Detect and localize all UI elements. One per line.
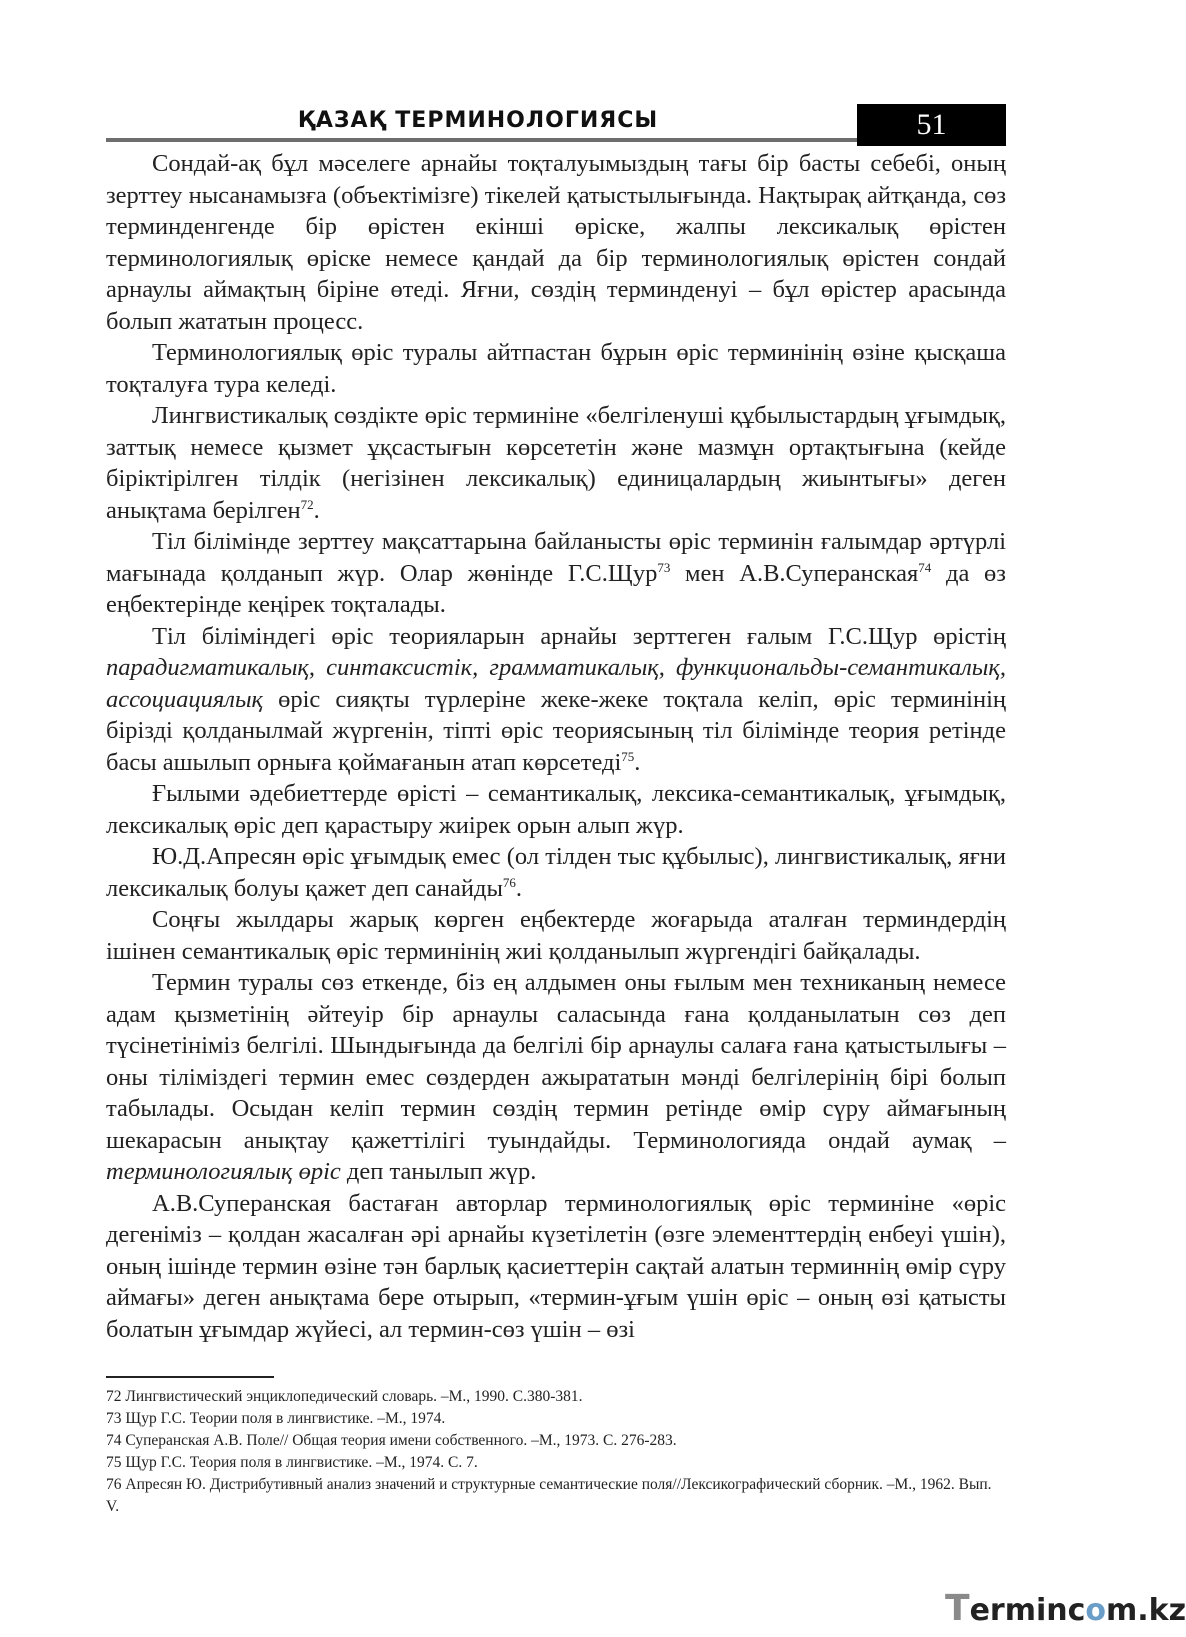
paragraph-7 bbox=[106, 841, 1006, 904]
paragraph-9-text-b: деп танылып жүр. bbox=[340, 1158, 537, 1185]
paragraph-5-italic: парадигматикалық, синтаксистік, грамматикалық, функциональды-семантикалық, ассоциациялық bbox=[106, 654, 1006, 713]
header-rule bbox=[106, 138, 857, 142]
footnote-72: 72 Лингвистический энциклопедический словарь. –М., 1990. С.380-381. bbox=[106, 1388, 583, 1405]
footnote-separator bbox=[106, 1376, 274, 1378]
footnote-75: 75 Щур Г.С. Теория поля в лингвистике. –М., 1974. С. 7. bbox=[106, 1454, 478, 1471]
paragraph-2: Терминологиялық өріс туралы айтпастан бұрын өріс терминінің өзіне қысқаша тоқталуға тура келеді. bbox=[106, 339, 1006, 398]
footnote-73: 73 Щур Г.С. Теории поля в лингвистике. –М., 1974. bbox=[106, 1410, 446, 1427]
main-text bbox=[106, 148, 1006, 1345]
paragraph-10: А.В.Суперанская бастаған авторлар терминологиялық өріс терминіне «өріс дегеніміз – қолдан жасалған әрі арнайы күзетілетін (өзге элементтердің енбеуі үшін), оның ішінде термин өзіне тән барлық қасиеттерін сақтай алатын терминнің өмір сүру аймағы» деген анықтама бере отырып, «термин-ұғым үшін өріс – оның өзі қатысты болатын ұғымдар жүйесі, ал термин-сөз үшін – өзі bbox=[106, 1189, 1006, 1343]
paragraph-1: Сондай-ақ бұл мәселеге арнайы тоқталуымыздың тағы бір басты себебі, оның зерттеу нысанамызға (объектімізге) тікелей қатыстылығында. Нақтырақ айтқанда, сөз терминденгенде бір өрістен екінші өріске, жалпы лексикалық өрістен терминологиялық өріске немесе қандай да бір терминологиялық өрістен сондай арнаулы аймақтың біріне өтеді. Яғни, сөздің терминденуі – бұл өрістер арасында болып жататын процесс. bbox=[106, 150, 1006, 335]
paragraph-5-end: . bbox=[634, 748, 641, 776]
footnote-ref-73[interactable]: 73 bbox=[657, 559, 671, 575]
paragraph-5-text-b: өріс сияқты түрлеріне жеке-жеке тоқтала келіп, өріс терминінің бірізді қолданылмай жүргенін, тіпті өріс теориясының тіл білімінде теория ретінде басы ашылып орнығa қоймағанын атап көрсетеді bbox=[106, 685, 1006, 776]
footnote-76: 76 Апресян Ю. Дистрибутивный анализ значений и структурные семантические поля//Лексикографический сборник. –М., 1962. Вып. V. bbox=[106, 1476, 992, 1515]
paragraph-6: Ғылыми әдебиеттерде өрісті – семантикалық, лексика-семантикалық, ұғымдық, лексикалық өріс деп қарастыру жиірек орын алып жүр. bbox=[106, 780, 1006, 839]
footnote-ref-72[interactable]: 72 bbox=[300, 496, 314, 512]
paragraph-7-end: . bbox=[515, 874, 523, 902]
paragraph-4-text-a: Тіл білімінде зерттеу мақсаттарына байланысты өріс терминін ғалымдар әртүрлі мағынада қолданып жүр. Олар жөнінде Г.С.Щур bbox=[106, 528, 1006, 587]
paragraph-3 bbox=[106, 400, 1006, 526]
page-number: 51 bbox=[857, 104, 1006, 146]
footnotes bbox=[106, 1386, 1006, 1518]
paragraph-9-italic: терминологиялық өріс bbox=[106, 1158, 341, 1185]
paragraph-4-text-b: мен А.В.Суперанская bbox=[670, 559, 919, 587]
watermark-part-2: erminc bbox=[969, 1593, 1086, 1628]
watermark-part-4: m.kz bbox=[1106, 1593, 1186, 1628]
paragraph-9-text-a: Термин туралы сөз еткенде, біз ең алдымен оны ғылым мен техниканың немесе адам қызметінің әйтеуір бір арнаулы саласында ғана қолданылатын сөз деп түсінетініміз белгілі. Шындығында да белгілі бір арнаулы салаға ғана қатыстылығы – оны тіліміздегі термин емес сөздерден ажырататын мәнді белгілерінің бірі болып табылады. Осыдан келіп термин сөздің термин ретінде өмір сүру аймағының шекарасын анықтау қажеттілігі туындайды. Терминологияда ондай аумақ – bbox=[106, 969, 1006, 1154]
paragraph-4 bbox=[106, 526, 1006, 621]
paragraph-3-end: . bbox=[313, 496, 320, 524]
page-header bbox=[106, 100, 1006, 146]
paragraph-9 bbox=[106, 967, 1006, 1188]
watermark-o: o bbox=[1085, 1593, 1107, 1628]
paragraph-5 bbox=[106, 621, 1006, 779]
paragraph-5-text-a: Тіл біліміндегі өріс теорияларын арнайы зерттеген ғалым Г.С.Щур өрістің bbox=[152, 622, 1006, 650]
footnote-ref-76[interactable]: 76 bbox=[502, 874, 516, 890]
footnote-ref-74[interactable]: 74 bbox=[918, 559, 932, 575]
paragraph-4-text-c: да өз еңбектерінде кеңірек тоқталады. bbox=[106, 559, 1006, 618]
watermark-t: T bbox=[945, 1588, 970, 1629]
paragraph-8: Соңғы жылдары жарық көрген еңбектерде жоғарыда аталған терминдердің ішінен семантикалық өріс терминінің жиі қолданылып жүргендігі байқалады. bbox=[106, 906, 1006, 965]
footnote-ref-75[interactable]: 75 bbox=[621, 748, 635, 764]
running-title: ҚАЗАҚ ТЕРМИНОЛОГИЯСЫ bbox=[297, 108, 659, 133]
paragraph-3-text: Лингвистикалық сөздікте өріс терминіне «белгіленуші құбылыстардың ұғымдық, заттық немесе қызмет ұқсастығын көрсететін және мазмұн ортақтығына (кейде біріктірілген тілдік (негізінен лексикалық) единицалардың жиынтығы» деген анықтама берілген bbox=[106, 402, 1006, 524]
site-watermark bbox=[945, 1588, 1186, 1629]
footnote-74: 74 Суперанская А.В. Поле// Общая теория имени собственного. –М., 1973. С. 276-283. bbox=[106, 1432, 677, 1449]
paragraph-7-text: Ю.Д.Апресян өріс ұғымдық емес (ол тілден тыс құбылыс), лингвистикалық, яғни лексикалық болуы қажет деп санайды bbox=[106, 843, 1006, 902]
